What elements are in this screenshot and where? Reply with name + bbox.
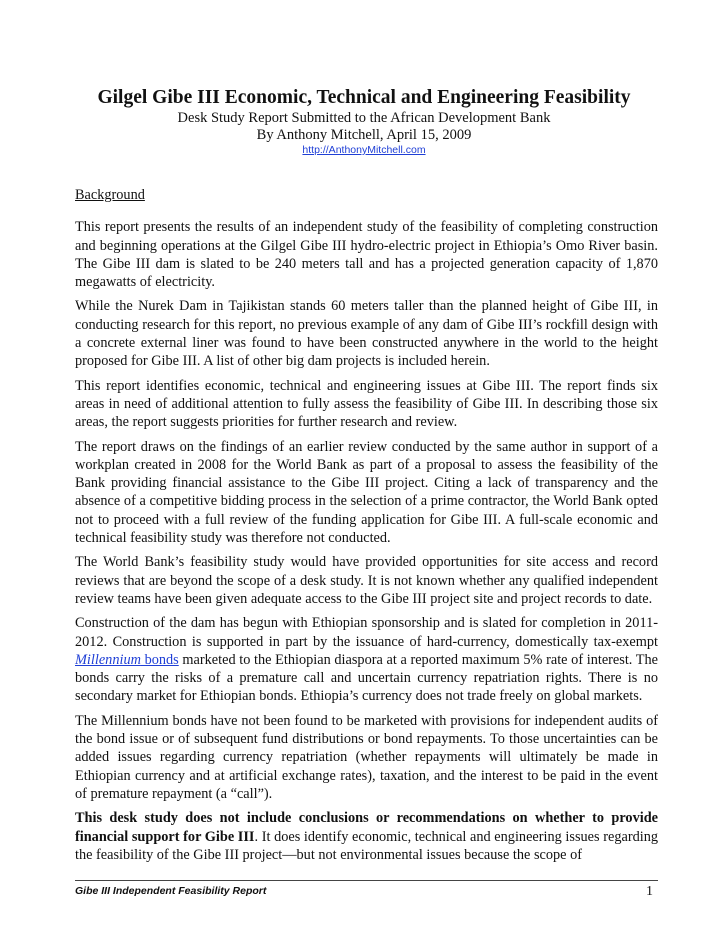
paragraph-1: This report presents the results of an independent study of the feasibility of completing construction and beginning operations at the Gilgel Gibe III hydro-electric project in Ethiopia’s Omo River basin. The Gibe III dam is slated to be 240 meters tall and has a projected generation capacity of 1,870 megawatts of electricity. — [75, 219, 658, 291]
paragraph-7: The Millennium bonds have not been found to be marketed with provisions for independent audits of the bond issue or of subsequent fund distributions or bond repayments. To those uncertainties can be added issues regarding currency repatriation (whether repayments will ultimately be made in Ethiopian currency and at artificial exchange rates), taxation, and the interest to be paid in the event of premature repayment (a “call”). — [75, 712, 658, 802]
document-body — [75, 186, 658, 870]
paragraph-8-rest: . It does identify economic, technical and engineering issues regarding the feasibility of the Gibe III project—but not environmental issues because the scope of — [75, 828, 658, 863]
author-website-link[interactable]: http://AnthonyMitchell.com — [302, 144, 426, 156]
document-subtitle: Desk Study Report Submitted to the African Development Bank — [177, 110, 551, 126]
paragraph-5: The World Bank’s feasibility study would have provided opportunities for site access and record reviews that are beyond the scope of a desk study. It is not known whether any qualified independent review teams have been given adequate access to the Gibe III project site and project records to date. — [75, 554, 658, 607]
paragraph-2: While the Nurek Dam in Tajikistan stands 60 meters taller than the planned height of Gibe III, in conducting research for this report, no previous example of any dam of Gibe III’s rockfill design with a concrete external liner was found to have been constructed anywhere in the world to the height proposed for Gibe III. A list of other big dam projects is included herein. — [75, 298, 658, 370]
paragraph-6 — [75, 614, 658, 705]
paragraph-8-bold: This desk study does not include conclusions or recommendations on whether to provide financial support for Gibe III — [75, 810, 658, 845]
paragraph-3: This report identifies economic, technical and engineering issues at Gibe III. The report finds six areas in need of additional attention to fully assess the feasibility of Gibe III. In describing those six areas, the report suggests priorities for further research and review. — [75, 377, 658, 431]
paragraph-8 — [75, 809, 658, 864]
paragraph-6-text-start: Construction of the dam has begun with Ethiopian sponsorship and is slated for completion in 2011-2012. Construction is supported in part by the issuance of hard-currency, domestically tax-exempt — [75, 615, 658, 650]
paragraph-4: The report draws on the findings of an earlier review conducted by the same author in support of a workplan created in 2008 for the World Bank as part of a proposal to assess the feasibility of the Bank providing financial assistance to the Gibe III project. Citing a lack of transparency and the absence of a competitive bidding process in the selection of a prime contractor, the World Bank opted not to proceed with a full review of the funding application for Gibe III. A full-scale economic and technical feasibility study was therefore not conducted. — [75, 438, 658, 547]
millennium-bonds-link[interactable]: Millennium bonds — [75, 651, 179, 668]
footer-report-label: Gibe III Independent Feasibility Report — [75, 885, 267, 897]
section-heading-background: Background — [75, 187, 145, 203]
footer-divider — [75, 880, 658, 881]
document-title: Gilgel Gibe III Economic, Technical and Engineering Feasibility — [97, 87, 631, 108]
paragraph-6-text-end: marketed to the Ethiopian diaspora at a reported maximum 5% rate of interest. The bonds carry the risks of a premature call and uncertain currency repatriation rights. There is no secondary market for Ethiopian bonds. Ethiopia’s currency does not trade freely on global markets. — [75, 651, 659, 705]
document-byline: By Anthony Mitchell, April 15, 2009 — [256, 127, 472, 143]
page-number: 1 — [646, 884, 653, 899]
